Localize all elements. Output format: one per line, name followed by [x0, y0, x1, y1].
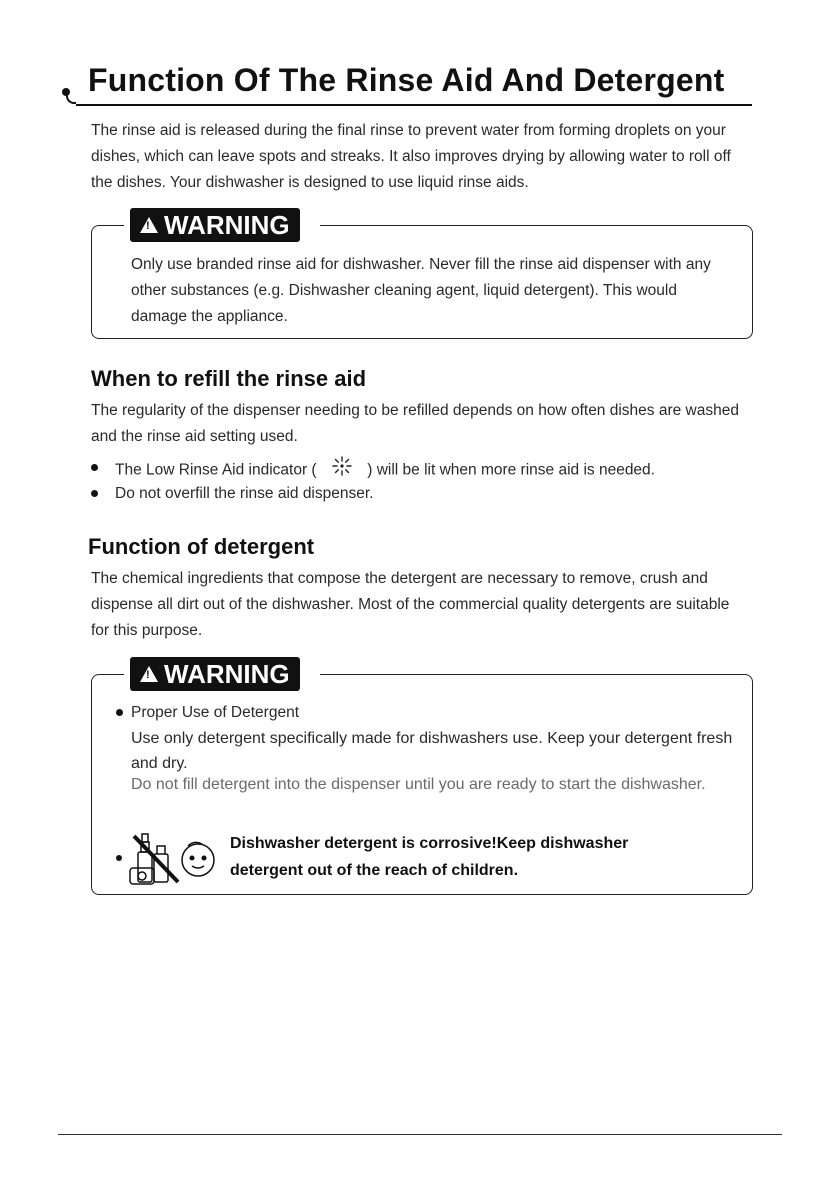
proper-use-grey-text: Do not fill detergent into the dispenser until you are ready to start the dishwasher. [131, 776, 706, 793]
keep-away-from-children-icon [126, 830, 218, 893]
bullet-icon [116, 709, 123, 716]
warning-label-2 [130, 657, 300, 691]
indicator-text-after: ) will be lit when more rinse aid is needed. [367, 461, 655, 479]
detergent-paragraph: The chemical ingredients that compose the detergent are necessary to remove, crush and dispense all dirt out of the dishwasher. Most of the commercial quality detergents are suitable for this purpose. [91, 570, 730, 639]
warning-triangle-icon [140, 666, 158, 682]
intro-paragraph: The rinse aid is released during the final rinse to prevent water from forming droplets on your dishes, which can leave spots and streaks. It also improves drying by allowing water to roll off the dishes. Your dishwasher is designed to use liquid rinse aids. [91, 122, 731, 191]
page-title: Function Of The Rinse Aid And Detergent [88, 62, 725, 98]
heading-refill: When to refill the rinse aid [91, 366, 367, 391]
title-underline [76, 104, 752, 106]
list-item-overfill: Do not overfill the rinse aid dispenser. [115, 485, 374, 502]
bullet-icon [91, 464, 98, 471]
refill-paragraph: The regularity of the dispenser needing to be refilled depends on how often dishes are washed and the rinse aid setting used. [91, 402, 739, 445]
proper-use-title: Proper Use of Detergent [131, 704, 300, 721]
bullet-icon [91, 490, 98, 497]
indicator-text-before: The Low Rinse Aid indicator ( [115, 461, 317, 479]
proper-use-text: Use only detergent specifically made for dishwashers use. Keep your detergent fresh and dry. [131, 730, 733, 772]
warning-triangle-icon [140, 217, 158, 233]
corrosive-note-line2: detergent out of the reach of children. [230, 862, 519, 879]
warning-label-text: WARNING [164, 658, 290, 689]
corrosive-note-line1: Dishwasher detergent is corrosive!Keep dishwasher [230, 835, 629, 852]
title-hook-decoration [66, 92, 76, 104]
warning-label-text: WARNING [164, 209, 290, 240]
bullet-icon [116, 855, 122, 861]
footer-rule [58, 1134, 782, 1135]
heading-detergent: Function of detergent [88, 534, 315, 559]
warning-label-1 [130, 208, 300, 242]
warning-text-rinse-aid: Only use branded rinse aid for dishwasher. Never fill the rinse aid dispenser with any other substances (e.g. Dishwasher cleaning agent, liquid detergent). This would damage the appliance. [131, 256, 711, 325]
